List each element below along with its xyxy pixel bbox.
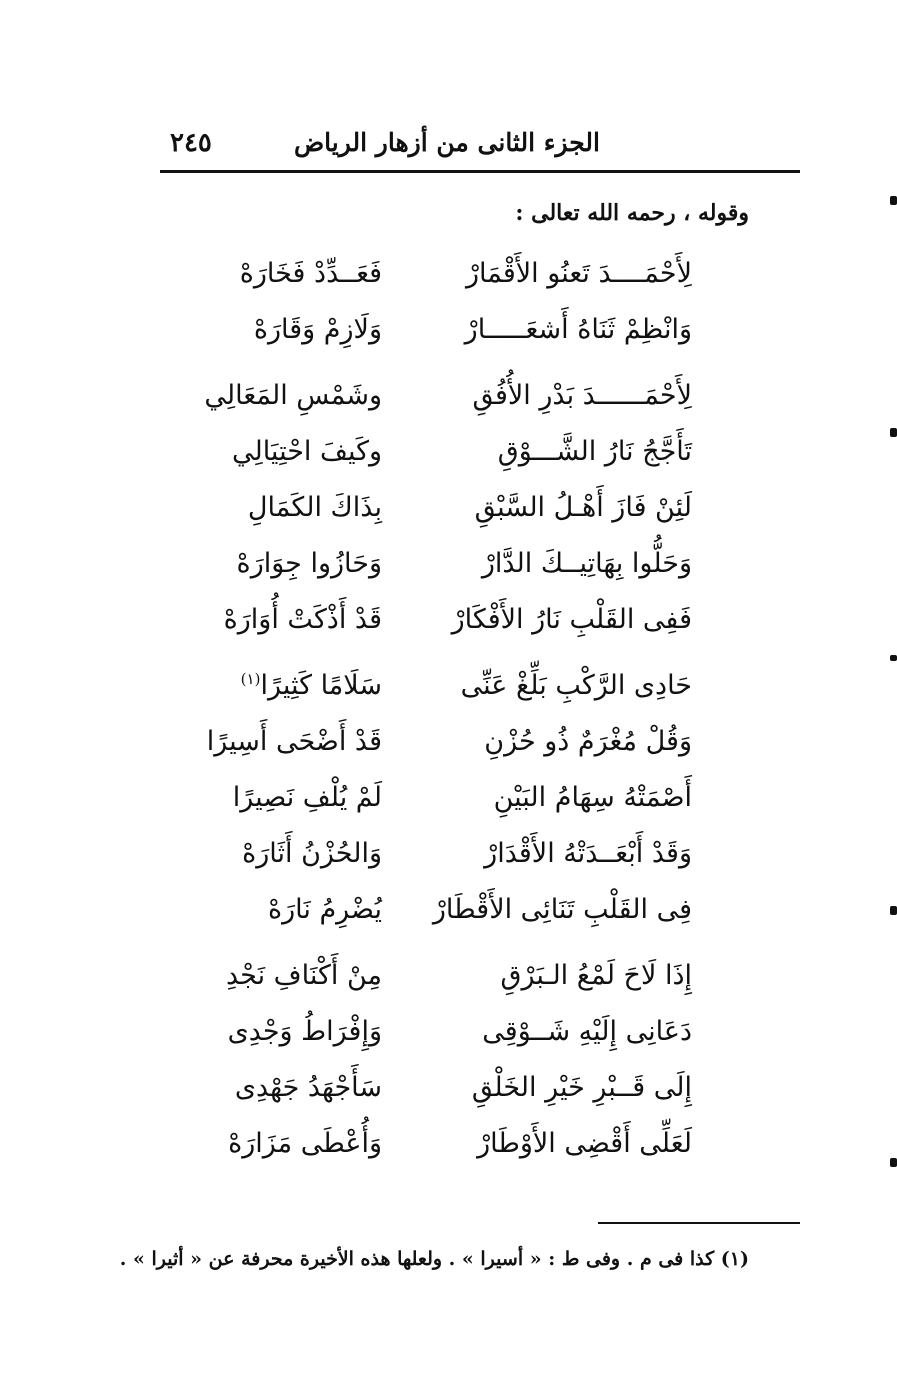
verse-second-hemistich (228, 1016, 382, 1047)
verse-first-hemistich: فِى القَلْبِ تَنَائِى الأَقْطَارْ (432, 894, 692, 925)
header-rule (160, 170, 800, 173)
edge-mark (890, 196, 897, 205)
verse-second-hemistich (224, 604, 382, 635)
verse-second-hemistich-text: وَالحُزْنُ أَثَارَهْ (242, 838, 382, 869)
verse-line (160, 1016, 800, 1072)
verse-first-hemistich: أَصْمَتْهُ سِهَامُ البَيْنِ (493, 782, 692, 813)
verse-second-hemistich-text: وَلَازِمْ وَقَارَهْ (253, 314, 382, 345)
verse-line (160, 380, 800, 436)
verse-line (160, 492, 800, 548)
edge-mark (890, 1158, 897, 1167)
intro-line: وقوله ، رحمه الله تعالى : (515, 200, 749, 226)
verse-line (160, 314, 800, 370)
verse-second-hemistich (268, 894, 382, 925)
verse-line (160, 838, 800, 894)
verse-line (160, 1072, 800, 1128)
verse-first-hemistich: لِأَحْمَــــــدَ بَدْرِ الأُفُقِ (472, 380, 692, 411)
verse-line (160, 894, 800, 950)
verse-second-hemistich (232, 436, 382, 467)
verse-first-hemistich: إِلَى قَــبْرِ خَيْرِ الخَلْقِ (471, 1072, 692, 1103)
verse-second-hemistich-text: وكَيفَ احْتِيَالِي (231, 436, 382, 467)
verse-line (160, 960, 800, 1016)
poem (160, 258, 800, 1184)
verse-first-hemistich: إِذَا لَاحَ لَمْعُ الـبَرْقِ (500, 960, 692, 991)
verse-second-hemistich-text: بِذَاكَ الكَمَالِ (247, 492, 382, 523)
verse-line (160, 548, 800, 604)
edge-mark (890, 906, 897, 915)
verse-first-hemistich: لِأَحْمَــــدَ تَعنُو الأَقْمَارْ (466, 258, 692, 289)
edge-mark (890, 655, 897, 661)
verse-second-hemistich-text: سَأَجْهَدُ جَهْدِى (234, 1072, 382, 1103)
verse-first-hemistich: لَعَلِّى أَقْضِى الأَوْطَارْ (477, 1128, 692, 1159)
verse-first-hemistich: وَقَدْ أَبْعَــدَتْهُ الأَقْدَارْ (484, 838, 692, 869)
running-title: الجزء الثانى من أزهار الرياض (293, 128, 600, 157)
verse-first-hemistich: وَحَلُّوا بِهَاتِيــكَ الدَّارْ (481, 548, 692, 579)
verse-second-hemistich-text: سَلَامًا كَثِيرًا (260, 670, 382, 701)
verse-line (160, 726, 800, 782)
verse-second-hemistich (226, 960, 382, 991)
verse-line (160, 436, 800, 492)
verse-line (160, 604, 800, 660)
verse-second-hemistich-text: وَحَازُوا جِوَارَهْ (236, 548, 382, 579)
verse-line (160, 1128, 800, 1184)
verse-second-hemistich-text: فَعَــدِّدْ فَخَارَهْ (239, 258, 382, 289)
verse-second-hemistich (237, 548, 382, 579)
verse-second-hemistich (228, 1128, 382, 1159)
verse-line (160, 670, 800, 726)
verse-line (160, 782, 800, 838)
verse-second-hemistich (241, 670, 382, 701)
verse-second-hemistich (207, 726, 382, 757)
verse-second-hemistich-text: قَدْ أَذْكَتْ أُوَارَهْ (223, 604, 382, 635)
verse-second-hemistich (240, 258, 382, 289)
verse-second-hemistich (254, 314, 382, 345)
footnote-reference: (١) (240, 670, 261, 688)
page-number: ٢٤٥ (170, 128, 212, 158)
verse-second-hemistich (242, 838, 382, 869)
edge-mark (890, 428, 897, 437)
verse-second-hemistich-text: وشَمْسِ المَعَالِي (204, 380, 382, 411)
verse-second-hemistich (235, 1072, 382, 1103)
verse-second-hemistich-text: وَأُعْطَى مَزَارَهْ (228, 1128, 382, 1159)
verse-second-hemistich (248, 492, 382, 523)
verse-first-hemistich: حَادِى الرَّكْبِ بَلِّغْ عَنِّى (460, 670, 692, 701)
verse-second-hemistich-text: يُضْرِمُ نَارَهْ (267, 894, 382, 925)
verse-second-hemistich-text: لَمْ يُلْفِ نَصِيرًا (232, 782, 382, 813)
page-header (160, 128, 800, 172)
verse-first-hemistich: لَئِنْ فَازَ أَهْـلُ السَّبْقِ (474, 492, 692, 523)
verse-line (160, 258, 800, 314)
verse-second-hemistich (204, 380, 382, 411)
verse-first-hemistich: فَفِى القَلْبِ نَارُ الأَفْكَارْ (451, 604, 692, 635)
footnote-rule (598, 1222, 800, 1224)
verse-first-hemistich: وَقُلْ مُغْرَمٌ ذُو حُزْنِ (484, 726, 692, 757)
verse-first-hemistich: تَأَجَّجُ نَارُ الشَّـــوْقِ (497, 436, 692, 467)
verse-second-hemistich-text: قَدْ أَضْحَى أَسِيرًا (206, 726, 382, 757)
footnote: (١) كذا فى م . وفى ط : « أسيرا » . ولعلها هذه الأخيرة محرفة عن « أثيرا » . (119, 1248, 749, 1270)
verse-second-hemistich (233, 782, 382, 813)
verse-second-hemistich-text: مِنْ أَكْنَافِ نَجْدِ (225, 960, 382, 991)
verse-first-hemistich: دَعَانِى إِلَيْهِ شَــوْقِى (482, 1016, 692, 1047)
verse-first-hemistich: وَانْظِمْ ثَنَاهُ أَشعَـــــارْ (464, 314, 692, 345)
verse-second-hemistich-text: وَإِفْرَاطُ وَجْدِى (227, 1016, 382, 1047)
